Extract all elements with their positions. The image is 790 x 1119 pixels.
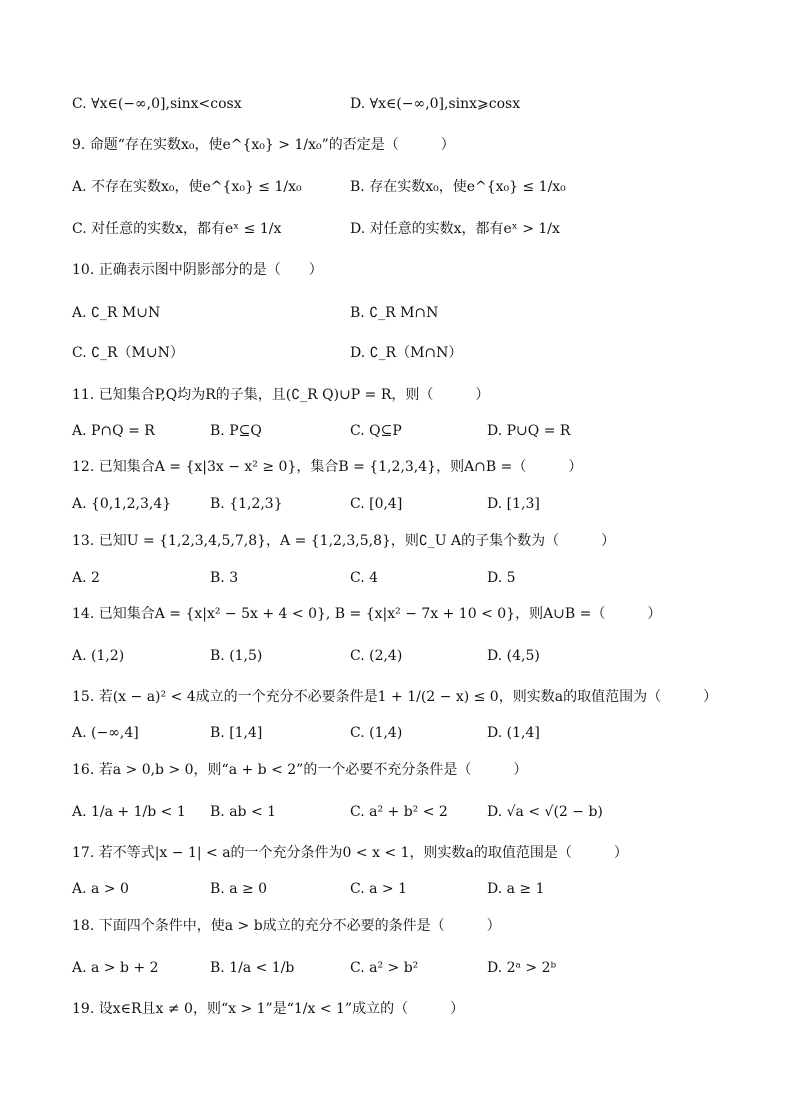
option-a: A. 1/a + 1/b < 1	[72, 804, 186, 820]
option-a: A. 2	[72, 570, 100, 586]
question-text: 14. 已知集合A = {x|x² − 5x + 4 < 0}, B = {x|x² − 7x + 10 < 0}，则A∪B =（ ）	[72, 606, 662, 622]
option-c: C. 对任意的实数x，都有eˣ ≤ 1/x	[72, 221, 282, 237]
option-b: B. {1,2,3}	[210, 496, 283, 512]
option-a: A. a > b + 2	[72, 960, 159, 976]
question-13	[0, 530, 790, 552]
option-d: D. √a < √(2 − b)	[487, 804, 603, 820]
option-d: D. (1,4]	[487, 725, 540, 741]
option-d: D. P∪Q = R	[487, 423, 571, 439]
option-a: A. ∁_R M∪N	[72, 305, 161, 321]
option-c: C. Q⊆P	[350, 423, 402, 439]
question-11	[0, 384, 790, 406]
line-l1	[0, 93, 790, 115]
option-a: A. a > 0	[72, 881, 129, 897]
option-c: C. ∀x∈(−∞,0],sinx<cosx	[72, 96, 242, 112]
option-d: D. [1,3]	[487, 496, 540, 512]
option-d: D. ∁_R（M∩N）	[350, 345, 463, 361]
option-c: C. [0,4]	[350, 496, 403, 512]
question-9	[0, 134, 790, 156]
line-l21	[0, 878, 790, 900]
option-d: D. 对任意的实数x，都有eˣ > 1/x	[350, 221, 560, 237]
option-c: C. ∁_R（M∪N）	[72, 345, 184, 361]
option-a: A. P∩Q = R	[72, 423, 155, 439]
line-l23	[0, 957, 790, 979]
option-b: B. 3	[210, 570, 239, 586]
option-c: C. (1,4)	[350, 725, 403, 741]
question-text: 13. 已知U = {1,2,3,4,5,7,8}，A = {1,2,3,5,8}，则∁_U A的子集个数为（ ）	[72, 533, 616, 549]
line-l17	[0, 722, 790, 744]
option-c: C. a² + b² < 2	[350, 804, 448, 820]
line-l11	[0, 493, 790, 515]
line-l3	[0, 176, 790, 198]
option-d: D. (4,5)	[487, 648, 540, 664]
line-l15	[0, 645, 790, 667]
option-b: B. ab < 1	[210, 804, 277, 820]
question-17	[0, 842, 790, 864]
option-b: B. ∁_R M∩N	[350, 305, 439, 321]
question-text: 18. 下面四个条件中，使a > b成立的充分不必要的条件是（ ）	[72, 918, 501, 934]
option-d: D. a ≥ 1	[487, 881, 545, 897]
question-15	[0, 686, 790, 708]
option-d: D. 5	[487, 570, 516, 586]
line-l19	[0, 801, 790, 823]
line-l4	[0, 218, 790, 240]
option-b: B. (1,5)	[210, 648, 263, 664]
question-text: 9. 命题“存在实数x₀，使e^{x₀} > 1/x₀”的否定是（ ）	[72, 137, 455, 153]
line-l6	[0, 302, 790, 324]
question-text: 15. 若(x − a)² < 4成立的一个充分不必要条件是1 + 1/(2 − x) ≤ 0，则实数a的取值范围为（ ）	[72, 689, 718, 705]
question-19	[0, 998, 790, 1020]
question-10	[0, 259, 790, 281]
question-text: 10. 正确表示图中阴影部分的是（ ）	[72, 262, 323, 278]
option-c: C. 4	[350, 570, 379, 586]
line-l13	[0, 567, 790, 589]
option-c: C. a² > b²	[350, 960, 419, 976]
option-c: C. a > 1	[350, 881, 407, 897]
option-b: B. 存在实数x₀，使e^{x₀} ≤ 1/x₀	[350, 179, 566, 195]
option-c: C. (2,4)	[350, 648, 403, 664]
line-l9	[0, 420, 790, 442]
question-14	[0, 603, 790, 625]
question-text: 11. 已知集合P,Q均为R的子集，且(∁_R Q)∪P = R，则（ ）	[72, 387, 490, 403]
option-a: A. 不存在实数x₀，使e^{x₀} ≤ 1/x₀	[72, 179, 302, 195]
question-18	[0, 915, 790, 937]
option-b: B. [1,4]	[210, 725, 263, 741]
option-b: B. a ≥ 0	[210, 881, 268, 897]
question-16	[0, 759, 790, 781]
question-text: 19. 设x∈R且x ≠ 0，则“x > 1”是“1/x < 1”成立的（ ）	[72, 1001, 465, 1017]
question-text: 17. 若不等式|x − 1| < a的一个充分条件为0 < x < 1，则实数a的取值范围是（ ）	[72, 845, 628, 861]
option-a: A. {0,1,2,3,4}	[72, 496, 172, 512]
option-d: D. 2ᵃ > 2ᵇ	[487, 960, 557, 976]
question-text: 16. 若a > 0,b > 0，则“a + b < 2”的一个必要不充分条件是（ ）	[72, 762, 528, 778]
option-a: A. (−∞,4]	[72, 725, 139, 741]
option-d: D. ∀x∈(−∞,0],sinx⩾cosx	[350, 96, 521, 112]
option-b: B. P⊆Q	[210, 423, 262, 439]
question-12	[0, 456, 790, 478]
option-a: A. (1,2)	[72, 648, 125, 664]
question-text: 12. 已知集合A = {x|3x − x² ≥ 0}，集合B = {1,2,3,4}，则A∩B =（ ）	[72, 459, 583, 475]
line-l7	[0, 342, 790, 364]
option-b: B. 1/a < 1/b	[210, 960, 295, 976]
